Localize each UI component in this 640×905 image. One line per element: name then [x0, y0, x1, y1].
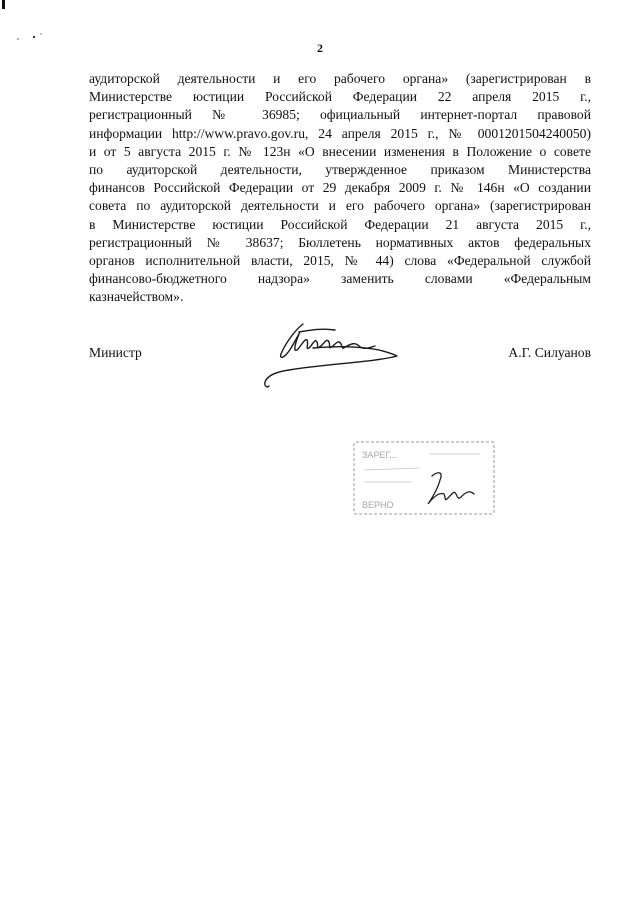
- body-line: органов исполнительной власти, 2015, № 44) слова «Федеральной службой: [89, 253, 591, 269]
- body-line: финансов Российской Федерации от 29 декабря 2009 г. № 146н «О создании: [89, 180, 591, 196]
- signatory-position: Министр: [89, 345, 142, 360]
- stamp-fragment-text: ВЕРНО: [362, 500, 394, 510]
- stamp-seal: [340, 432, 500, 524]
- body-line: по аудиторской деятельности, утвержденное приказом Министерства: [89, 162, 591, 178]
- body-line: аудиторской деятельности и его рабочего органа» (зарегистрирован в: [89, 71, 591, 86]
- body-line: информации http://www.pravo.gov.ru, 24 апреля 2015 г., № 0001201504240050): [89, 125, 591, 141]
- body-line: финансово-бюджетного надзора» заменить словами «Федеральным: [89, 271, 591, 287]
- body-line: регистрационный № 38637; Бюллетень нормативных актов федеральных: [89, 234, 591, 250]
- body-line: регистрационный № 36985; официальный интернет-портал правовой: [89, 107, 591, 123]
- document-body: [89, 70, 591, 307]
- body-line: и от 5 августа 2015 г. № 123н «О внесении изменения в Положение о совете: [89, 143, 591, 159]
- page-number: 2: [317, 41, 323, 55]
- body-line: в Министерстве юстиции Российской Федерации 21 августа 2015 г.,: [89, 216, 591, 232]
- body-line: Министерстве юстиции Российской Федерации 22 апреля 2015 г.,: [89, 89, 591, 105]
- scan-corner-mark: [0, 0, 60, 40]
- stamp-fragment-text: ЗАРЕГ...: [362, 450, 397, 460]
- signatory-name: А.Г. Силуанов: [508, 345, 591, 360]
- handwritten-signature: [255, 318, 415, 398]
- body-line: казначейством».: [89, 289, 184, 305]
- body-line: совета по аудиторской деятельности и его рабочего органа» (зарегистрирован: [89, 198, 591, 214]
